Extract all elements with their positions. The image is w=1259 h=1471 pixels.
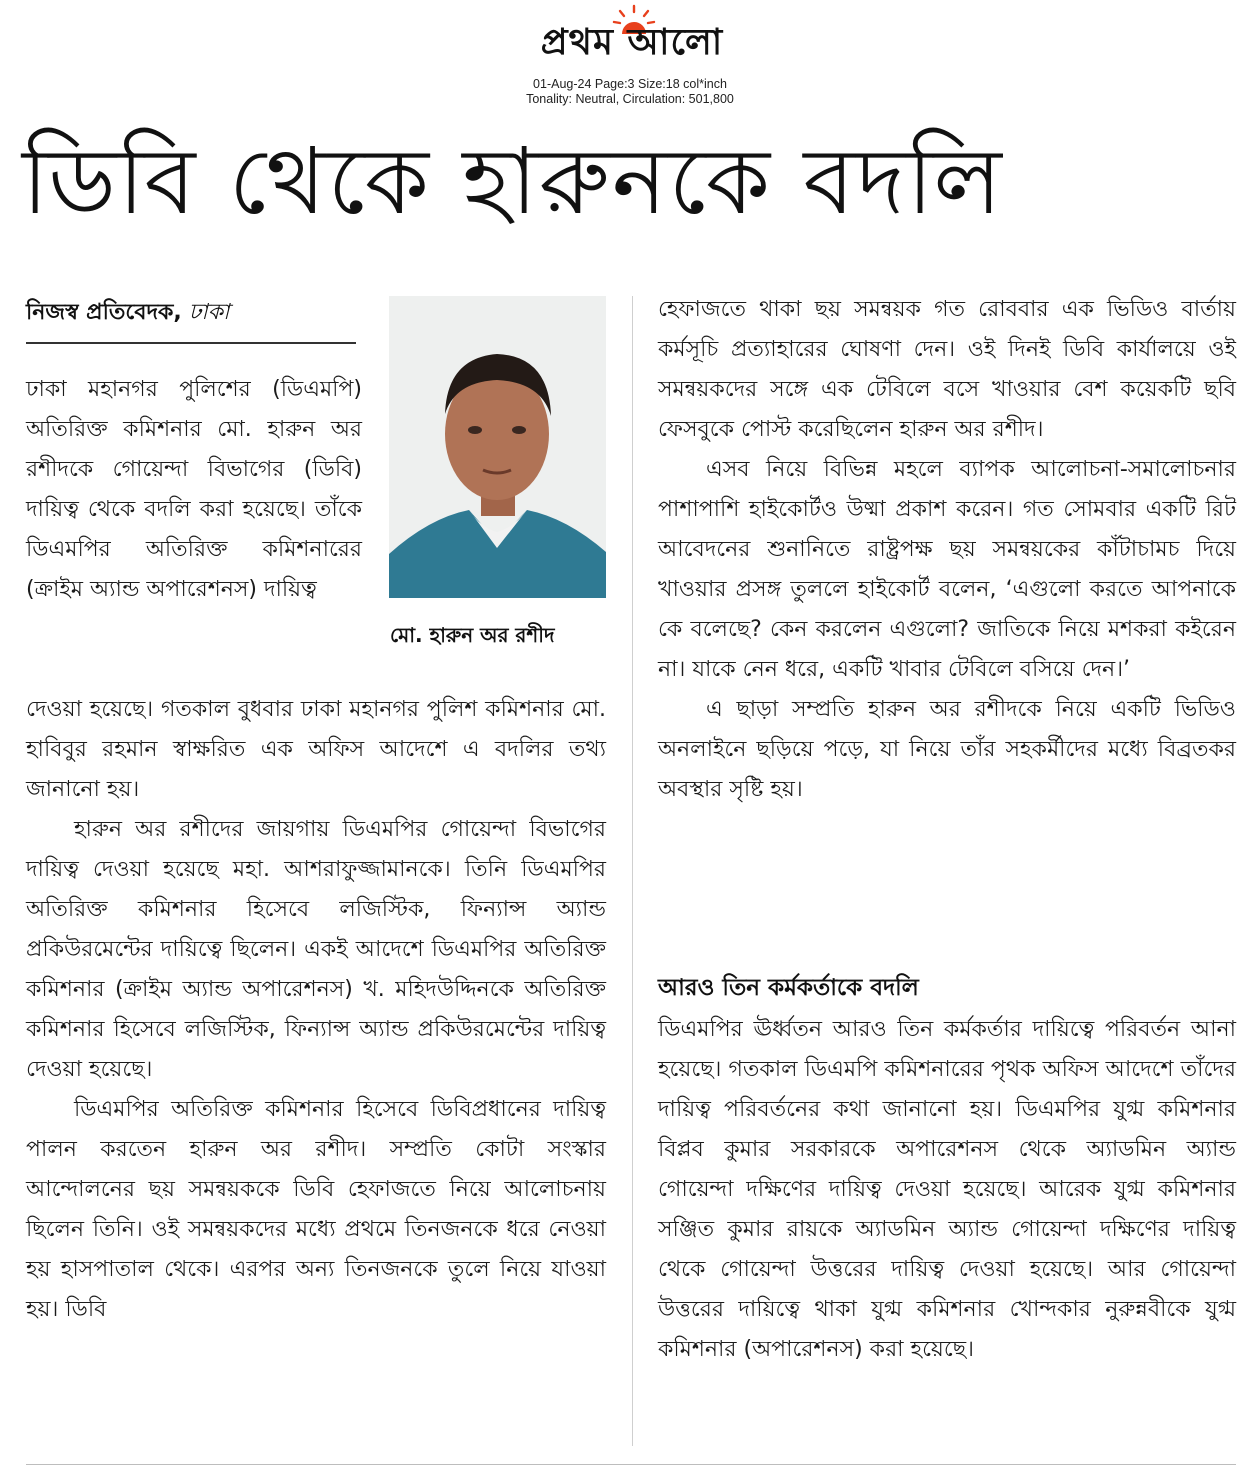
column-1-bottom <box>26 690 606 1330</box>
byline-reporter: নিজস্ব প্রতিবেদক, <box>26 300 182 325</box>
portrait-photo <box>389 296 606 598</box>
column-2-bottom <box>658 1010 1236 1370</box>
column-1-top <box>26 370 362 610</box>
bottom-divider <box>26 1464 1236 1465</box>
byline-city: ঢাকা <box>188 300 230 325</box>
headline: ডিবি থেকে হারুনকে বদলি <box>22 128 1004 235</box>
paragraph-6: এ ছাড়া সম্প্রতি হারুন অর রশীদকে নিয়ে একটি ভিডিও অনলাইনে ছড়িয়ে পড়ে, যা নিয়ে তাঁর সহকর্মীদের মধ্যে বিব্রতকর অবস্থার সৃষ্টি হয়। <box>658 697 1236 802</box>
paragraph-7: ডিএমপির ঊর্ধ্বতন আরও তিন কর্মকর্তার দায়িত্বে পরিবর্তন আনা হয়েছে। গতকাল ডিএমপি কমিশনারের পৃথক অফিস আদেশে তাঁদের দায়িত্ব পরিবর্তনের কথা জানানো হয়। ডিএমপির যুগ্ম কমিশনার বিপ্লব কুমার সরকারকে অপারেশনস থেকে অ্যাডমিন অ্যান্ড গোয়েন্দা দক্ষিণের দায়িত্ব দেওয়া হয়েছে। আরেক যুগ্ম কমিশনার সঞ্জিত কুমার রায়কে অ্যাডমিন অ্যান্ড গোয়েন্দা দক্ষিণের দায়িত্ব থেকে গোয়েন্দা উত্তরের দায়িত্ব দেওয়া হয়েছে। আর গোয়েন্দা উত্তরের দায়িত্বে থাকা যুগ্ম কমিশনার খোন্দকার নুরুন্নবীকে যুগ্ম কমিশনার (অপারেশনস) করা হয়েছে। <box>658 1017 1236 1362</box>
portrait-photo-icon <box>389 296 606 598</box>
paragraph-4: হেফাজতে থাকা ছয় সমন্বয়ক গত রোববার এক ভিডিও বার্তায় কর্মসূচি প্রত্যাহারের ঘোষণা দেন। ওই দিনই ডিবি কার্যালয়ে ওই সমন্বয়কদের সঙ্গে এক টেবিলে বসে খাওয়ার বেশ কয়েকটি ছবি ফেসবুকে পোস্ট করেছিলেন হারুন অর রশীদ। <box>658 297 1236 442</box>
subheading: আরও তিন কর্মকর্তাকে বদলি <box>658 975 919 1001</box>
meta-line-tonality: Tonality: Neutral, Circulation: 501,800 <box>526 92 734 106</box>
paragraph-1-start: ঢাকা মহানগর পুলিশের (ডিএমপি) অতিরিক্ত কমিশনার মো. হারুন অর রশীদকে গোয়েন্দা বিভাগের (ডিবি) দায়িত্ব থেকে বদলি করা হয়েছে। তাঁকে ডিএমপির অতিরিক্ত কমিশনারের (ক্রাইম অ্যান্ড অপারেশনস) দায়িত্ব <box>26 377 362 602</box>
paragraph-5: এসব নিয়ে বিভিন্ন মহলে ব্যাপক আলোচনা-সমালোচনার পাশাপাশি হাইকোর্টও উষ্মা প্রকাশ করেন। গত সোমবার একটি রিট আবেদনের শুনানিতে রাষ্ট্রপক্ষ ছয় সমন্বয়কের কাঁটাচামচ দিয়ে খাওয়ার প্রসঙ্গ তুললে হাইকোর্ট বলেন, ‘এগুলো করতে আপনাকে কে বলেছে? কেন করলেন এগুলো? জাতিকে নিয়ে মশকরা কইরেন না। যাকে নেন ধরে, একটি খাবার টেবিলে বসিয়ে দেন।’ <box>658 457 1236 682</box>
column-divider <box>632 296 633 1446</box>
byline <box>26 296 356 332</box>
paragraph-2: হারুন অর রশীদের জায়গায় ডিএমপির গোয়েন্দা বিভাগের দায়িত্ব দেওয়া হয়েছে মহা. আশরাফুজ্জামানকে। তিনি ডিএমপির অতিরিক্ত কমিশনার হিসেবে লজিস্টিক, ফিন্যান্স অ্যান্ড প্রকিউরমেন্টের দায়িত্বে ছিলেন। একই আদেশে ডিএমপির অতিরিক্ত কমিশনার (ক্রাইম অ্যান্ড অপারেশনস) খ. মহিদউদ্দিনকে অতিরিক্ত কমিশনার হিসেবে লজিস্টিক, ফিন্যান্স অ্যান্ড প্রকিউরমেন্টের দায়িত্ব দেওয়া হয়েছে। <box>26 817 606 1082</box>
column-2 <box>658 290 1236 810</box>
paragraph-3: ডিএমপির অতিরিক্ত কমিশনার হিসেবে ডিবিপ্রধানের দায়িত্ব পালন করতেন হারুন অর রশীদ। সম্প্রতি কোটা সংস্কার আন্দোলনের ছয় সমন্বয়ককে ডিবি হেফাজতে নিয়ে আলোচনায় ছিলেন তিনি। ওই সমন্বয়কদের মধ্যে প্রথমে তিনজনকে ধরে নেওয়া হয় হাসপাতাল থেকে। এরপর অন্য তিনজনকে তুলে নিয়ে যাওয়া হয়। ডিবি <box>26 1097 606 1322</box>
clipping-meta <box>460 77 800 107</box>
paragraph-1-end: দেওয়া হয়েছে। গতকাল বুধবার ঢাকা মহানগর পুলিশ কমিশনার মো. হাবিবুর রহমান স্বাক্ষরিত এক অফিস আদেশে এ বদলির তথ্য জানানো হয়। <box>26 697 606 802</box>
byline-divider <box>26 342 356 344</box>
photo-caption: মো. হারুন অর রশীদ <box>390 623 555 647</box>
masthead <box>0 4 1259 64</box>
meta-line-date: 01-Aug-24 Page:3 Size:18 col*inch <box>533 77 727 91</box>
newspaper-name: প্রথম আলো <box>540 22 724 63</box>
